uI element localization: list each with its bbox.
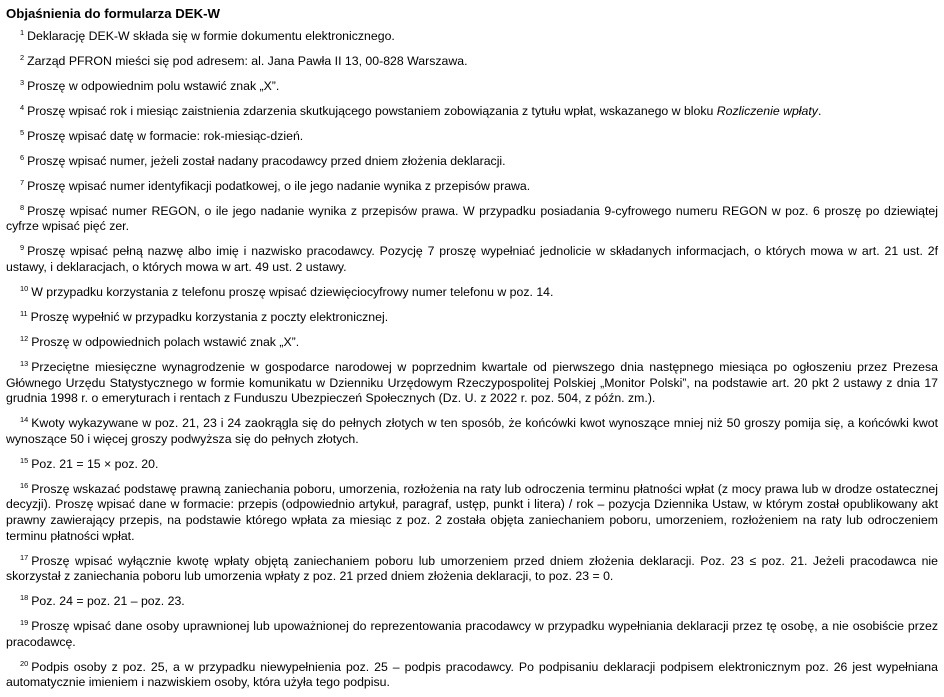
notes-list (6, 29, 938, 691)
note-number: 10 (20, 284, 29, 294)
note-text: Proszę wpisać numer REGON, o ile jego nadanie wynika z przepisów prawa. W przypadku posiadania 9-cyfrowego numeru REGON w poz. 6 proszę po dziewiątej cyfrze wpisać pięć zer. (6, 203, 938, 234)
note-text: Proszę w odpowiednich polach wstawić znak „X”. (31, 335, 300, 350)
note-item (6, 154, 938, 170)
note-text: Deklarację DEK-W składa się w formie dokumentu elektronicznego. (27, 29, 395, 43)
note-number: 3 (20, 77, 25, 87)
note-item (6, 79, 938, 95)
note-item (6, 29, 938, 45)
note-item (6, 54, 938, 70)
note-item (6, 554, 938, 585)
note-number: 13 (20, 359, 29, 368)
note-text: Poz. 21 = 15 × poz. 20. (31, 456, 159, 471)
note-item (6, 310, 938, 326)
note-item (6, 360, 938, 407)
document-title: Objaśnienia do formularza DEK-W (6, 6, 220, 21)
note-text: Podpis osoby z poz. 25, a w przypadku niewypełnienia poz. 25 – podpis pracodawcy. Po podpisaniu deklaracji podpisem elektronicznym poz. 26 jest wypełniana automatycznie imieniem i nazwiskiem osoby, która użyła tego podpisu. (6, 659, 938, 690)
note-item (6, 204, 938, 235)
note-number: 16 (20, 480, 29, 490)
note-item (6, 129, 938, 145)
note-item (6, 619, 938, 650)
note-text: . (817, 103, 822, 118)
note-text: Proszę wskazać podstawę prawną zaniechania poboru, umorzenia, rozłożenia na raty lub odroczenia terminu płatności wpłat (z mocy prawa lub w drodze ostatecznej decyzji). Proszę wpisać dane w formacie: przepis (odpowiednio artykuł, paragraf, ustęp, punkt i litera) / rok – pozycja Dziennika Ustaw, w którym został opublikowany akt prawny zawierający przepis, na podstawie którego wpłata za miesiąc z poz. 2 została objęta zaniechaniem poboru, umorzeniem, rozłożeniem na raty lub odroczeniem terminu płatności wpłat. (6, 481, 938, 543)
note-text: Proszę wpisać rok i miesiąc zaistnienia zdarzenia skutkującego powstaniem zobowiązania z tytułu wpłat, wskazanego w bloku (27, 103, 717, 118)
note-item (6, 457, 938, 473)
note-item (6, 416, 938, 447)
note-item (6, 660, 938, 691)
note-number: 12 (20, 334, 29, 344)
note-number: 4 (20, 102, 25, 112)
note-text: W przypadku korzystania z telefonu proszę wpisać dziewięciocyfrowy numer telefonu w poz. 14. (31, 285, 554, 300)
note-number: 19 (20, 618, 29, 628)
note-text: Proszę wpisać wyłącznie kwotę wpłaty objętą zaniechaniem poboru lub umorzeniem przed dniem złożenia deklaracji. Poz. 23 ≤ poz. 21. Jeżeli pracodawca nie skorzystał z zaniechania poboru lub umorzenia wpłaty z poz. 21 przed dniem złożenia deklaracji, to poz. 23 = 0. (6, 553, 938, 584)
note-text: Przeciętne miesięczne wynagrodzenie w gospodarce narodowej w poprzednim kwartale od pierwszego dnia następnego miesiąca po ogłoszeniu przez Prezesa Głównego Urzędu Statystycznego w formie komunikatu w Dzienniku Urzędowym Rzeczypospolitej Polskiej „Monitor Polski”, na podstawie art. 20 pkt 2 ustawy z dnia 17 grudnia 1998 r. o emeryturach i rentach z Funduszu Ubezpieczeń Społecznych (Dz. U. z 2022 r. poz. 504, z późn. zm.). (6, 360, 938, 406)
note-text: Poz. 24 = poz. 21 – poz. 23. (31, 594, 185, 609)
note-item (6, 335, 938, 351)
note-text: Proszę wpisać pełną nazwę albo imię i nazwisko pracodawcy. Pozycję 7 proszę wypełniać jednolicie w składanych informacjach, o których mowa w art. 21 ust. 2f ustawy, i deklaracjach, o których mowa w art. 49 ust. 2 ustawy. (6, 244, 938, 275)
note-number: 5 (20, 127, 25, 137)
note-item (6, 244, 938, 275)
note-number: 9 (20, 243, 25, 253)
note-text: Proszę wpisać datę w formacie: rok-miesiąc-dzień. (27, 128, 304, 143)
note-item (6, 594, 938, 610)
note-number: 18 (20, 593, 29, 603)
note-text: Proszę wypełnić w przypadku korzystania z poczty elektronicznej. (30, 310, 389, 325)
note-number: 7 (20, 177, 25, 187)
note-item (6, 104, 938, 120)
note-item (6, 285, 938, 301)
note-text: Proszę wpisać dane osoby uprawnionej lub upoważnionej do reprezentowania pracodawcy w przypadku wypełniania deklaracji przez tę osobę, a nie osobiście przez pracodawcę. (6, 619, 938, 649)
note-number: 1 (20, 28, 25, 37)
note-item (6, 179, 938, 195)
note-text: Zarząd PFRON mieści się pod adresem: al. Jana Pawła II 13, 00-828 Warszawa. (27, 53, 468, 68)
note-number: 17 (20, 552, 29, 562)
note-number: 6 (20, 152, 25, 162)
note-item (6, 482, 938, 544)
note-number: 11 (20, 309, 28, 319)
note-text: Proszę wpisać numer, jeżeli został nadany pracodawcy przed dniem złożenia deklaracji. (27, 153, 506, 168)
note-number: 8 (20, 202, 25, 212)
note-number: 15 (20, 455, 29, 465)
note-text: Proszę w odpowiednim polu wstawić znak „X”. (27, 78, 280, 93)
note-text: Kwoty wykazywane w poz. 21, 23 i 24 zaokrągla się do pełnych złotych w ten sposób, że końcówki kwot wynoszące mniej niż 50 groszy pomija się, a końcówki kwot wynoszące 50 i więcej groszy podwyższa się do pełnych złotych. (6, 416, 938, 446)
note-number: 14 (20, 415, 29, 425)
note-text-italic: Rozliczenie wpłaty (716, 103, 818, 118)
note-text: Proszę wpisać numer identyfikacji podatkowej, o ile jego nadanie wynika z przepisów prawa. (27, 178, 531, 193)
note-number: 20 (20, 658, 29, 668)
note-number: 2 (20, 52, 25, 62)
